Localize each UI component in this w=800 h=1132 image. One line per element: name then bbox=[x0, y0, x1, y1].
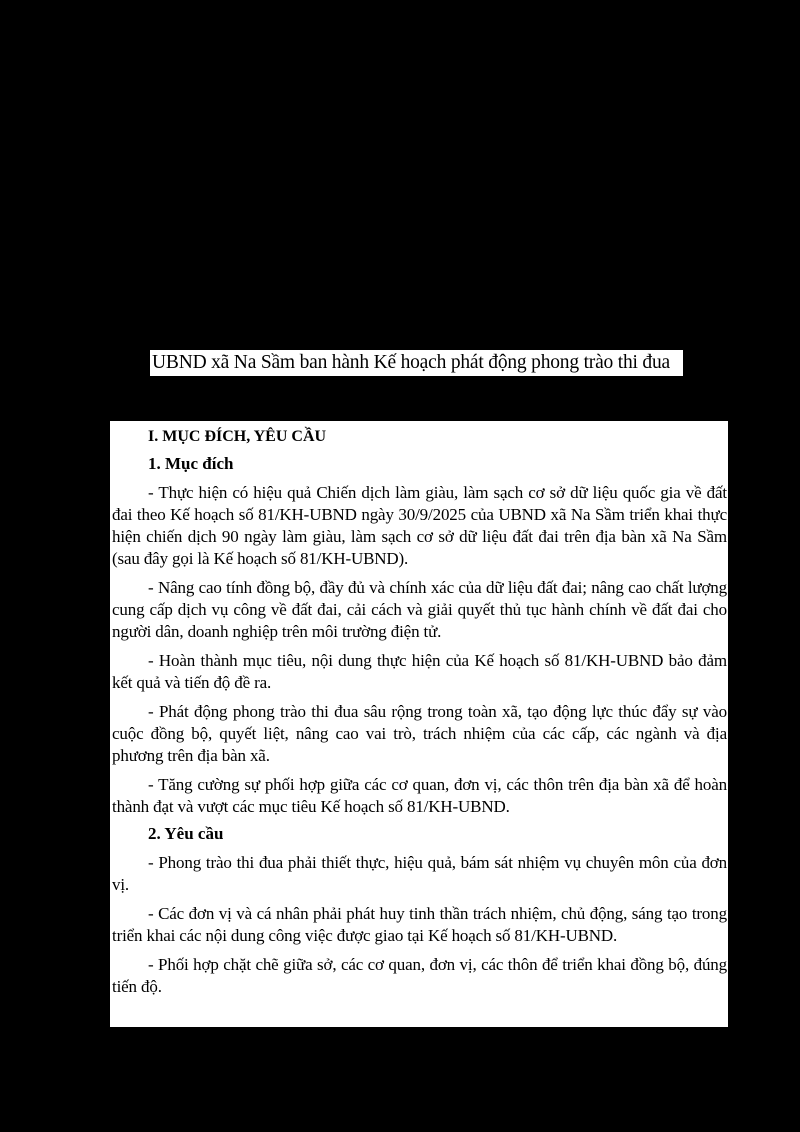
document-body bbox=[110, 421, 728, 998]
requirement-item: - Các đơn vị và cá nhân phải phát huy tinh thần trách nhiệm, chủ động, sáng tạo trong triển khai các nội dung công việc được giao tại Kế hoạch số 81/KH-UBND. bbox=[112, 904, 727, 945]
requirement-heading: 2. Yêu cầu bbox=[148, 824, 224, 843]
headline-text: UBND xã Na Sầm ban hành Kế hoạch phát động phong trào thi đua bbox=[152, 352, 670, 373]
purpose-item: - Phát động phong trào thi đua sâu rộng trong toàn xã, tạo động lực thúc đẩy sự vào cuộc đồng bộ, quyết liệt, nâng cao vai trò, trách nhiệm của các cấp, các ngành và địa phương trên địa bàn xã. bbox=[112, 702, 727, 765]
purpose-item: - Nâng cao tính đồng bộ, đầy đủ và chính xác của dữ liệu đất đai; nâng cao chất lượng cung cấp dịch vụ công về đất đai, cải cách và giải quyết thủ tục hành chính về đất đai cho người dân, doanh nghiệp trên môi trường điện tử. bbox=[112, 578, 727, 641]
purpose-item: - Tăng cường sự phối hợp giữa các cơ quan, đơn vị, các thôn trên địa bàn xã để hoàn thành đạt và vượt các mục tiêu Kế hoạch số 81/KH-UBND. bbox=[112, 775, 727, 816]
document-panel bbox=[110, 421, 728, 1027]
requirement-item: - Phối hợp chặt chẽ giữa sở, các cơ quan, đơn vị, các thôn để triển khai đồng bộ, đúng tiến độ. bbox=[112, 955, 727, 996]
purpose-heading: 1. Mục đích bbox=[148, 454, 234, 473]
purpose-item: - Thực hiện có hiệu quả Chiến dịch làm giàu, làm sạch cơ sở dữ liệu quốc gia về đất đai theo Kế hoạch số 81/KH-UBND ngày 30/9/2025 của UBND xã Na Sầm triển khai thực hiện chiến dịch 90 ngày làm giàu, làm sạch cơ sở dữ liệu đất đai trên địa bàn xã Na Sầm (sau đây gọi là Kế hoạch số 81/KH-UBND). bbox=[112, 483, 727, 568]
headline-strip bbox=[150, 350, 683, 376]
section-title: I. MỤC ĐÍCH, YÊU CẦU bbox=[148, 428, 327, 445]
requirement-item: - Phong trào thi đua phải thiết thực, hiệu quả, bám sát nhiệm vụ chuyên môn của đơn vị. bbox=[112, 853, 727, 894]
purpose-item: - Hoàn thành mục tiêu, nội dung thực hiện của Kế hoạch số 81/KH-UBND bảo đảm kết quả và tiến độ đề ra. bbox=[112, 651, 727, 692]
